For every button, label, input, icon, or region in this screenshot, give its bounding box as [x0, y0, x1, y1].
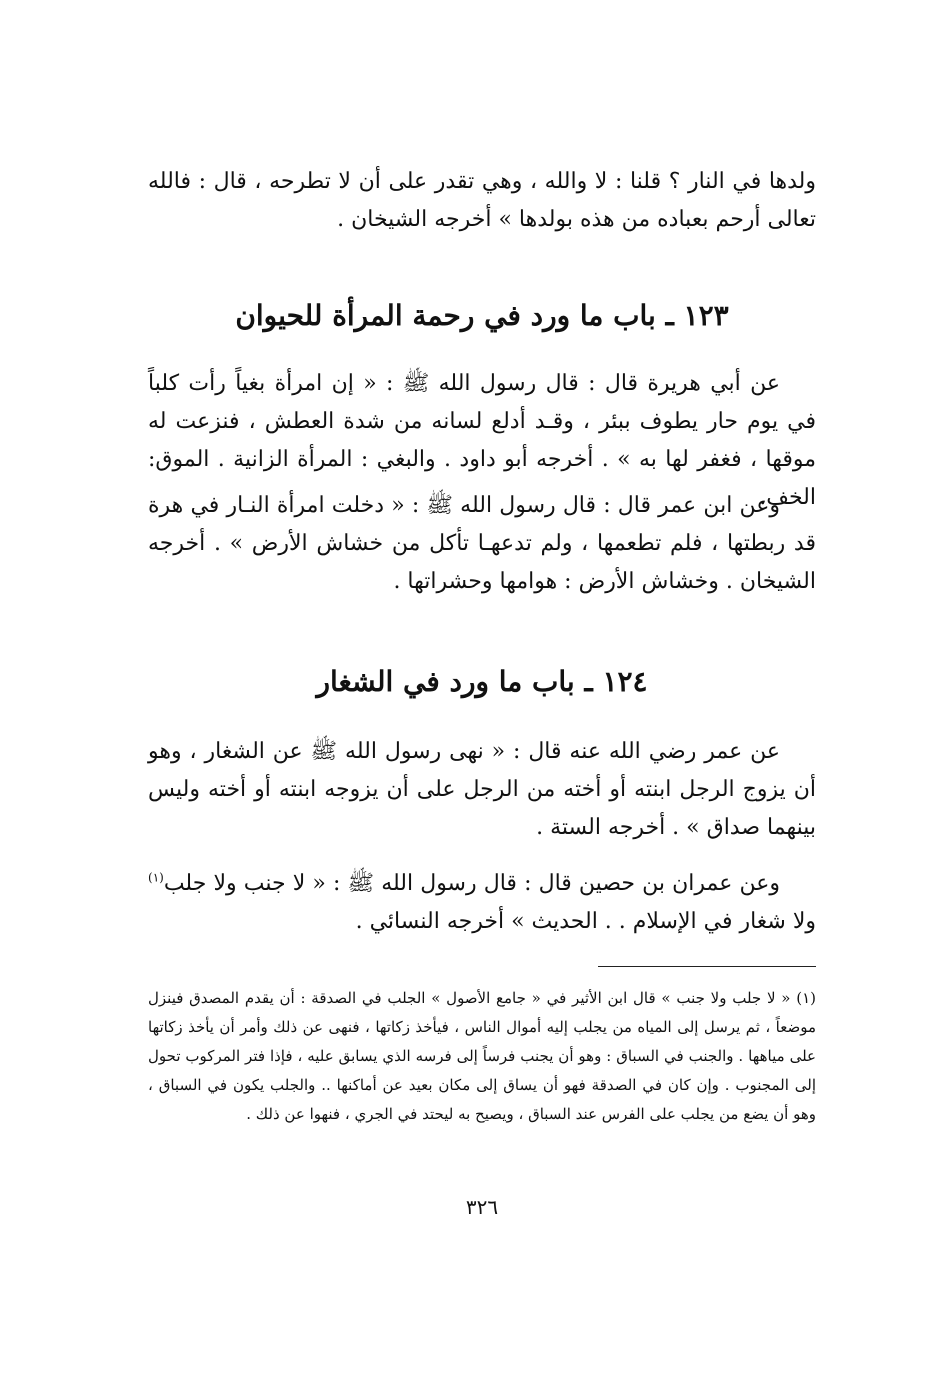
- section-123-paragraph-2: وعن ابن عمر قال : قال رسول الله ﷺ : « دخلت امرأة النـار في هرة قد ربطتها ، فلم تطعمها ، ولم تدعهـا تأكل من خشاش الأرض » . أخرجه الشيخان . وخشاش الأرض : هوامها وحشراتها .: [148, 493, 816, 594]
- page-number: ٣٢٦: [465, 1195, 499, 1219]
- continuation-paragraph: ولدها في النار ؟ قلنا : لا والله ، وهي تقدر على أن لا تطرحه ، قال : فالله تعالى أرحم بعباده من هذه بولدها » أخرجه الشيخان .: [148, 169, 816, 232]
- section-123-paragraph-1: عن أبي هريرة قال : قال رسول الله ﷺ : « إن امرأة بغياً رأت كلباً في يوم حار يطوف ببئر ، وقـد أدلع لسانه من شدة العطش ، فنزعت له موقها ، فغفر لها به » . أخرجه أبو داود . والبغي : المرأة الزانية . الموق: الخف.: [148, 371, 816, 510]
- book-page: [148, 0, 816, 1373]
- section-124-heading: ١٢٤ ـ باب ما ورد في الشغار: [316, 665, 648, 698]
- section-124-paragraph-1: عن عمر رضي الله عنه قال : « نهى رسول الله ﷺ عن الشغار ، وهو أن يزوج الرجل ابنته أو أخته من الرجل على أن يزوجه ابنته أو أخته وليس بينهما صداق » . أخرجه الستة .: [148, 739, 816, 840]
- footnote-separator: [598, 966, 816, 967]
- paragraph-2-text-end: ولا شغار في الإسلام . . الحديث » أخرجه النسائي .: [355, 909, 816, 934]
- footnote: (١) « لا جلب ولا جنب » قال ابن الأثير في « جامع الأصول » الجلب في الصدقة : أن يقدم المصدق فينزل موضعاً ، ثم يرسل إلى المياه من يجلب إليه أموال الناس ، فيأخذ زكاتها ، فنهى عن ذلك وأمر أن يأخذ زكاتها على مياهها . والجنب في السباق : وهو أن يجنب فرساً إلى فرسه الذي يسابق عليه ، فإذا فتر المركوب تحول إلى المجنوب . وإن كان في الصدقة فهو أن يساق إلى مكان بعيد عن أماكنها .. والجلب يكون في السباق ، وهو أن يضع من يجلب على الفرس عند السباق ، ويصيح به ليحتد في الجري ، فنهوا عن ذلك .: [148, 989, 816, 1123]
- footnote-reference: (١): [148, 870, 164, 885]
- section-123-heading: ١٢٣ ـ باب ما ورد في رحمة المرأة للحيوان: [235, 299, 729, 332]
- section-124-paragraph-2: [148, 865, 816, 941]
- paragraph-2-text-start: وعن عمران بن حصين قال : قال رسول الله ﷺ : « لا جنب ولا جلب: [163, 871, 780, 896]
